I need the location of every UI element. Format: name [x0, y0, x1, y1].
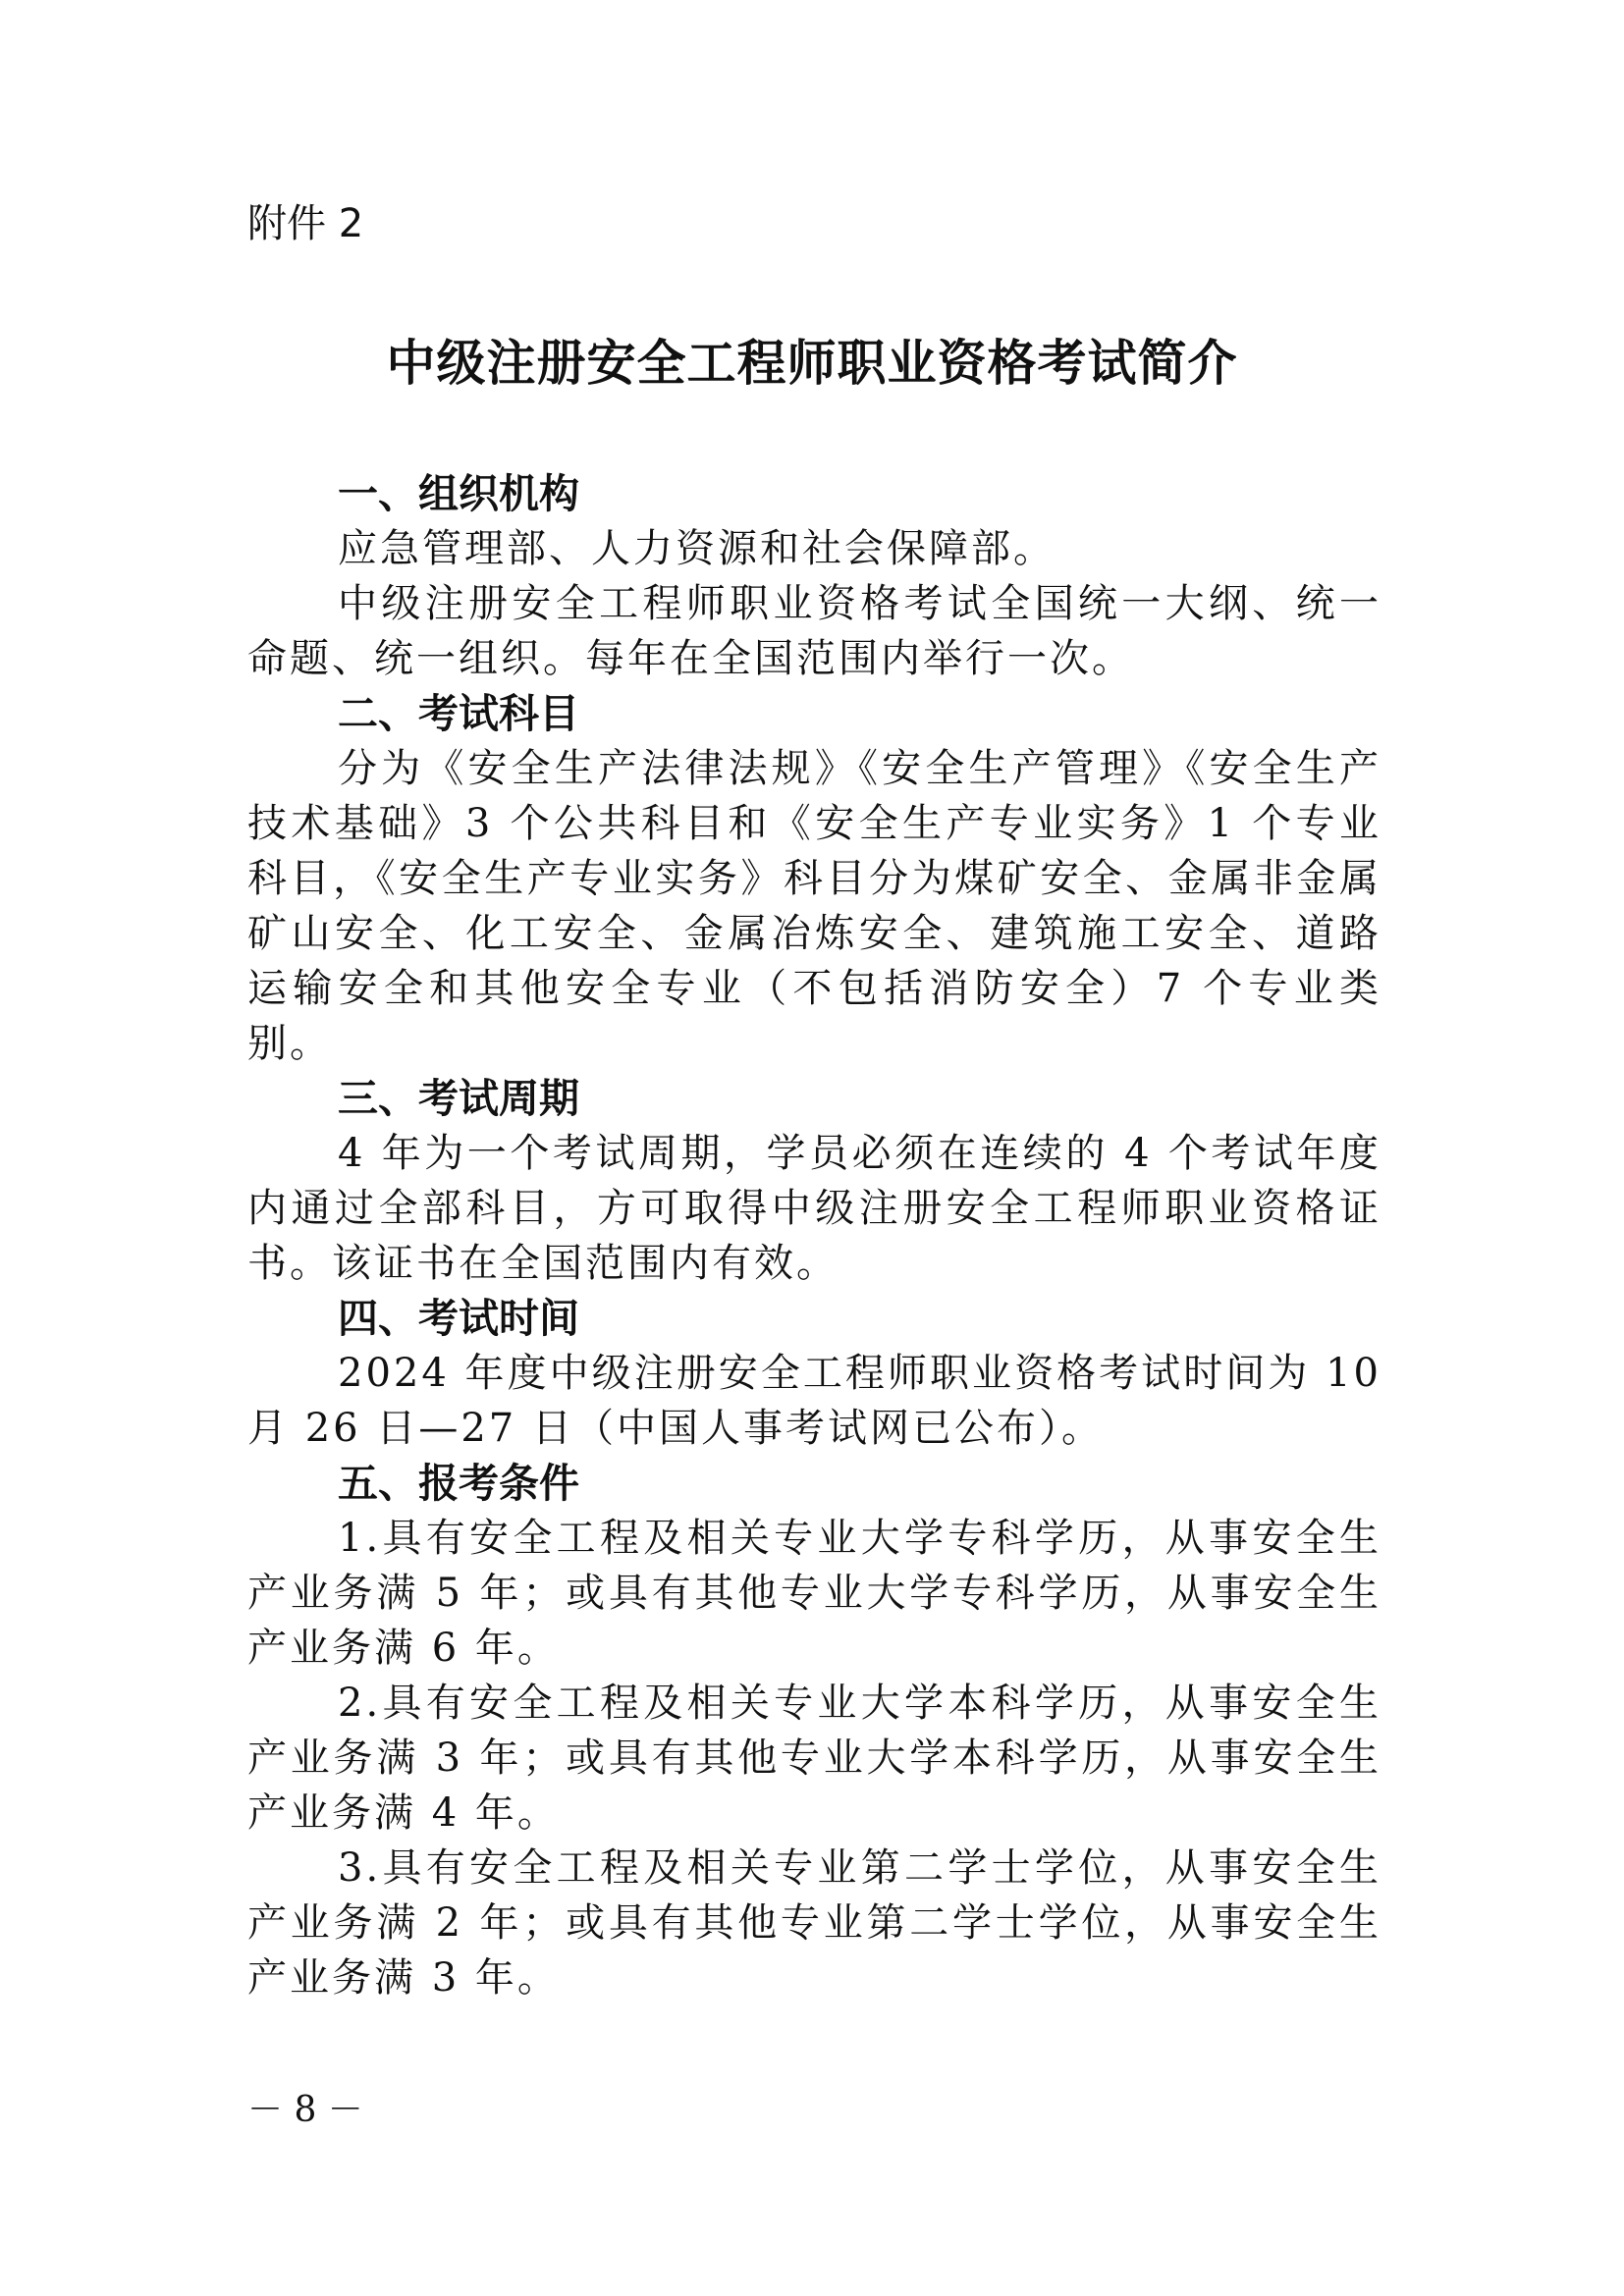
document-body [247, 466, 1381, 2005]
section-heading: 五、报考条件 [338, 1460, 579, 1507]
requirement-item: 1.具有安全工程及相关专业大学专科学历，从事安全生产业务满 5 年；或具有其他专业大学专科学历，从事安全生产业务满 6 年。 [247, 1516, 1381, 1671]
paragraph: 应急管理部、人力资源和社会保障部。 [338, 526, 1056, 571]
attachment-label: 附件 2 [247, 201, 364, 246]
requirement-item: 2.具有安全工程及相关专业大学本科学历，从事安全生产业务满 3 年；或具有其他专业大学本科学历，从事安全生产业务满 4 年。 [247, 1681, 1381, 1836]
paragraph: 分为《安全生产法律法规》《安全生产管理》《安全生产技术基础》3 个公共科目和《安全生产专业实务》1 个专业科目，《安全生产专业实务》科目分为煤矿安全、金属非金属矿山安全、化工安全、金属冶炼安全、建筑施工安全、道路运输安全和其他安全专业（不包括消防安全）7 个专业类别。 [247, 746, 1381, 1066]
section-heading: 一、组织机构 [338, 470, 579, 517]
section-cycle [247, 1071, 1381, 1291]
page-number: － 8 － [247, 2090, 363, 2130]
section-heading: 二、考试科目 [338, 690, 579, 737]
document-title: 中级注册安全工程师职业资格考试简介 [386, 335, 1238, 392]
section-exam-time [247, 1291, 1381, 1456]
section-organization [247, 466, 1381, 686]
requirement-item: 3.具有安全工程及相关专业第二学士学位，从事安全生产业务满 2 年；或具有其他专业第二学士学位，从事安全生产业务满 3 年。 [247, 1845, 1381, 2001]
paragraph: 中级注册安全工程师职业资格考试全国统一大纲、统一命题、统一组织。每年在全国范围内举行一次。 [247, 581, 1381, 681]
paragraph: 2024 年度中级注册安全工程师职业资格考试时间为 10 月 26 日—27 日（中国人事考试网已公布）。 [247, 1351, 1381, 1451]
section-heading: 四、考试时间 [338, 1295, 579, 1342]
paragraph: 4 年为一个考试周期，学员必须在连续的 4 个考试年度内通过全部科目，方可取得中级注册安全工程师职业资格证书。该证书在全国范围内有效。 [247, 1131, 1381, 1286]
section-requirements [247, 1456, 1381, 2005]
section-heading: 三、考试周期 [338, 1075, 579, 1122]
section-subjects [247, 686, 1381, 1071]
